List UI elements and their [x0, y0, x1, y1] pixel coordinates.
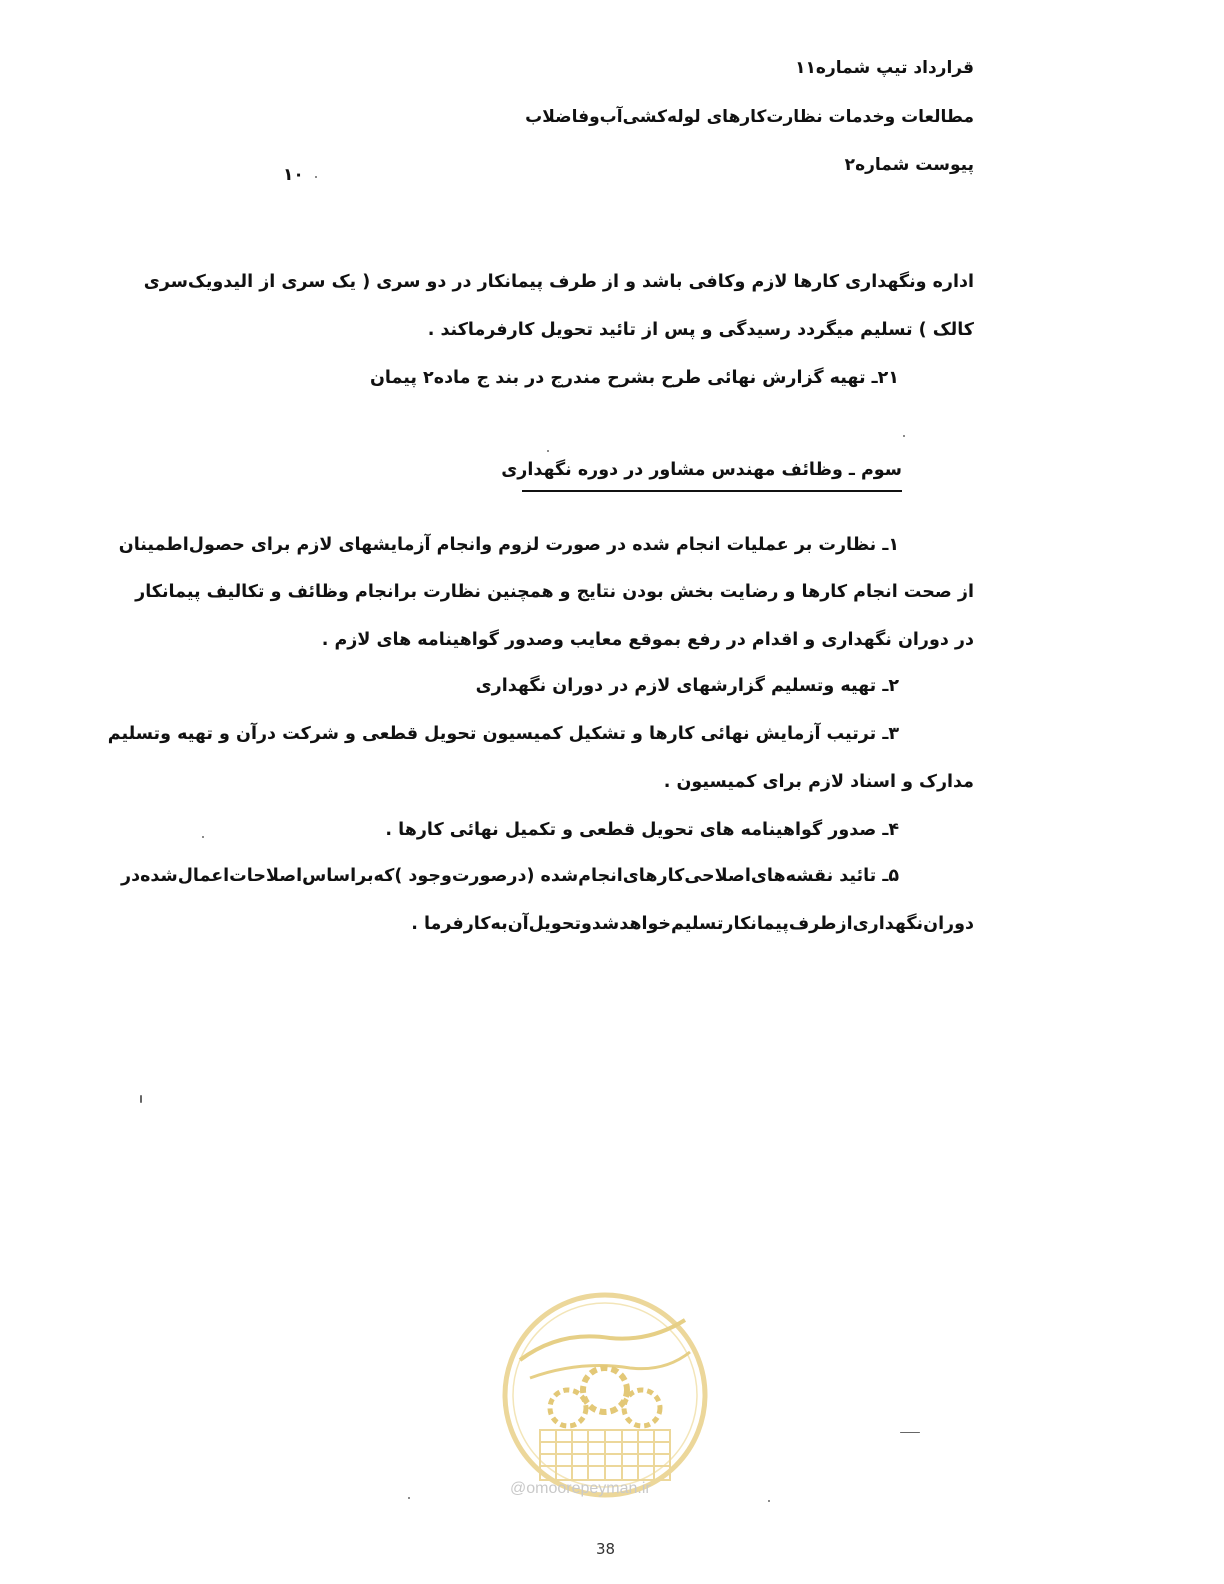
- intro-line-3: ۲۱ـ تهیه گزارش نهائی طرح بشرح مندرج در بند ج ماده۲ پیمان: [370, 368, 899, 388]
- item-5-line-1: ۵ـ تائید نقشه‌های‌اصلاحی‌کارهای‌انجام‌شده (درصورت‌وجود )که‌براساس‌اصلاحات‌اعمال‌شده‌در: [121, 866, 899, 886]
- item-1-line-1: ۱ـ نظارت بر عملیات انجام شده در صورت لزوم وانجام آزمایشهای لازم برای حصول‌اطمینان: [118, 535, 899, 555]
- scan-speck: [315, 176, 317, 178]
- scan-speck: [408, 1497, 410, 1499]
- item-4: ۴ـ صدور گواهینامه های تحویل قطعی و تکمیل نهائی کارها .: [385, 820, 899, 840]
- scan-speck: [140, 1095, 142, 1103]
- watermark-url: @omoorepeyman.ir: [510, 1480, 651, 1497]
- intro-line-2: کالک ) تسلیم میگردد رسیدگی و پس از تائید تحویل کارفرماکند .: [427, 320, 974, 340]
- scan-speck: [903, 435, 905, 437]
- item-3-line-2: مدارک و اسناد لازم برای کمیسیون .: [663, 772, 974, 792]
- contract-subject: مطالعات وخدمات نظارت‌کارهای لوله‌کشی‌آب‌وفاضلاب: [525, 107, 974, 127]
- appendix-label: پیوست شماره۲: [844, 155, 974, 175]
- scan-speck: [900, 1432, 920, 1433]
- page-number-top: ۱۰: [283, 165, 304, 185]
- section-title: سوم ـ وظائف مهندس مشاور در دوره نگهداری: [522, 460, 902, 492]
- item-2: ۲ـ تهیه وتسلیم گزارشهای لازم در دوران نگهداری: [475, 676, 899, 696]
- scan-speck: [547, 450, 549, 452]
- item-1-line-2: از صحت انجام کارها و رضایت بخش بودن نتایج و همچنین نظارت برانجام وظائف و تکالیف پیمانکار: [135, 582, 974, 602]
- intro-line-1: اداره ونگهداری کارها لازم وکافی باشد و از طرف پیمانکار در دو سری ( یک سری از الیدویک‌سری: [143, 272, 974, 292]
- item-3-line-1: ۳ـ ترتیب آزمایش نهائی کارها و تشکیل کمیسیون تحویل قطعی و شرکت درآن و تهیه وتسلیم: [107, 724, 899, 744]
- watermark-logo: [500, 1290, 710, 1500]
- item-5-line-2: دوران‌نگهداری‌ازطرف‌پیمانکارتسلیم‌خواهدشدوتحویل‌آن‌به‌کارفرما .: [411, 914, 974, 934]
- item-1-line-3: در دوران نگهداری و اقدام در رفع بموقع معایب وصدور گواهینامه های لازم .: [321, 630, 974, 650]
- page-number-footer: 38: [596, 1540, 616, 1558]
- contract-title: قرارداد تیپ شماره۱۱: [795, 58, 974, 78]
- scan-speck: [202, 836, 204, 838]
- scan-speck: [768, 1500, 770, 1502]
